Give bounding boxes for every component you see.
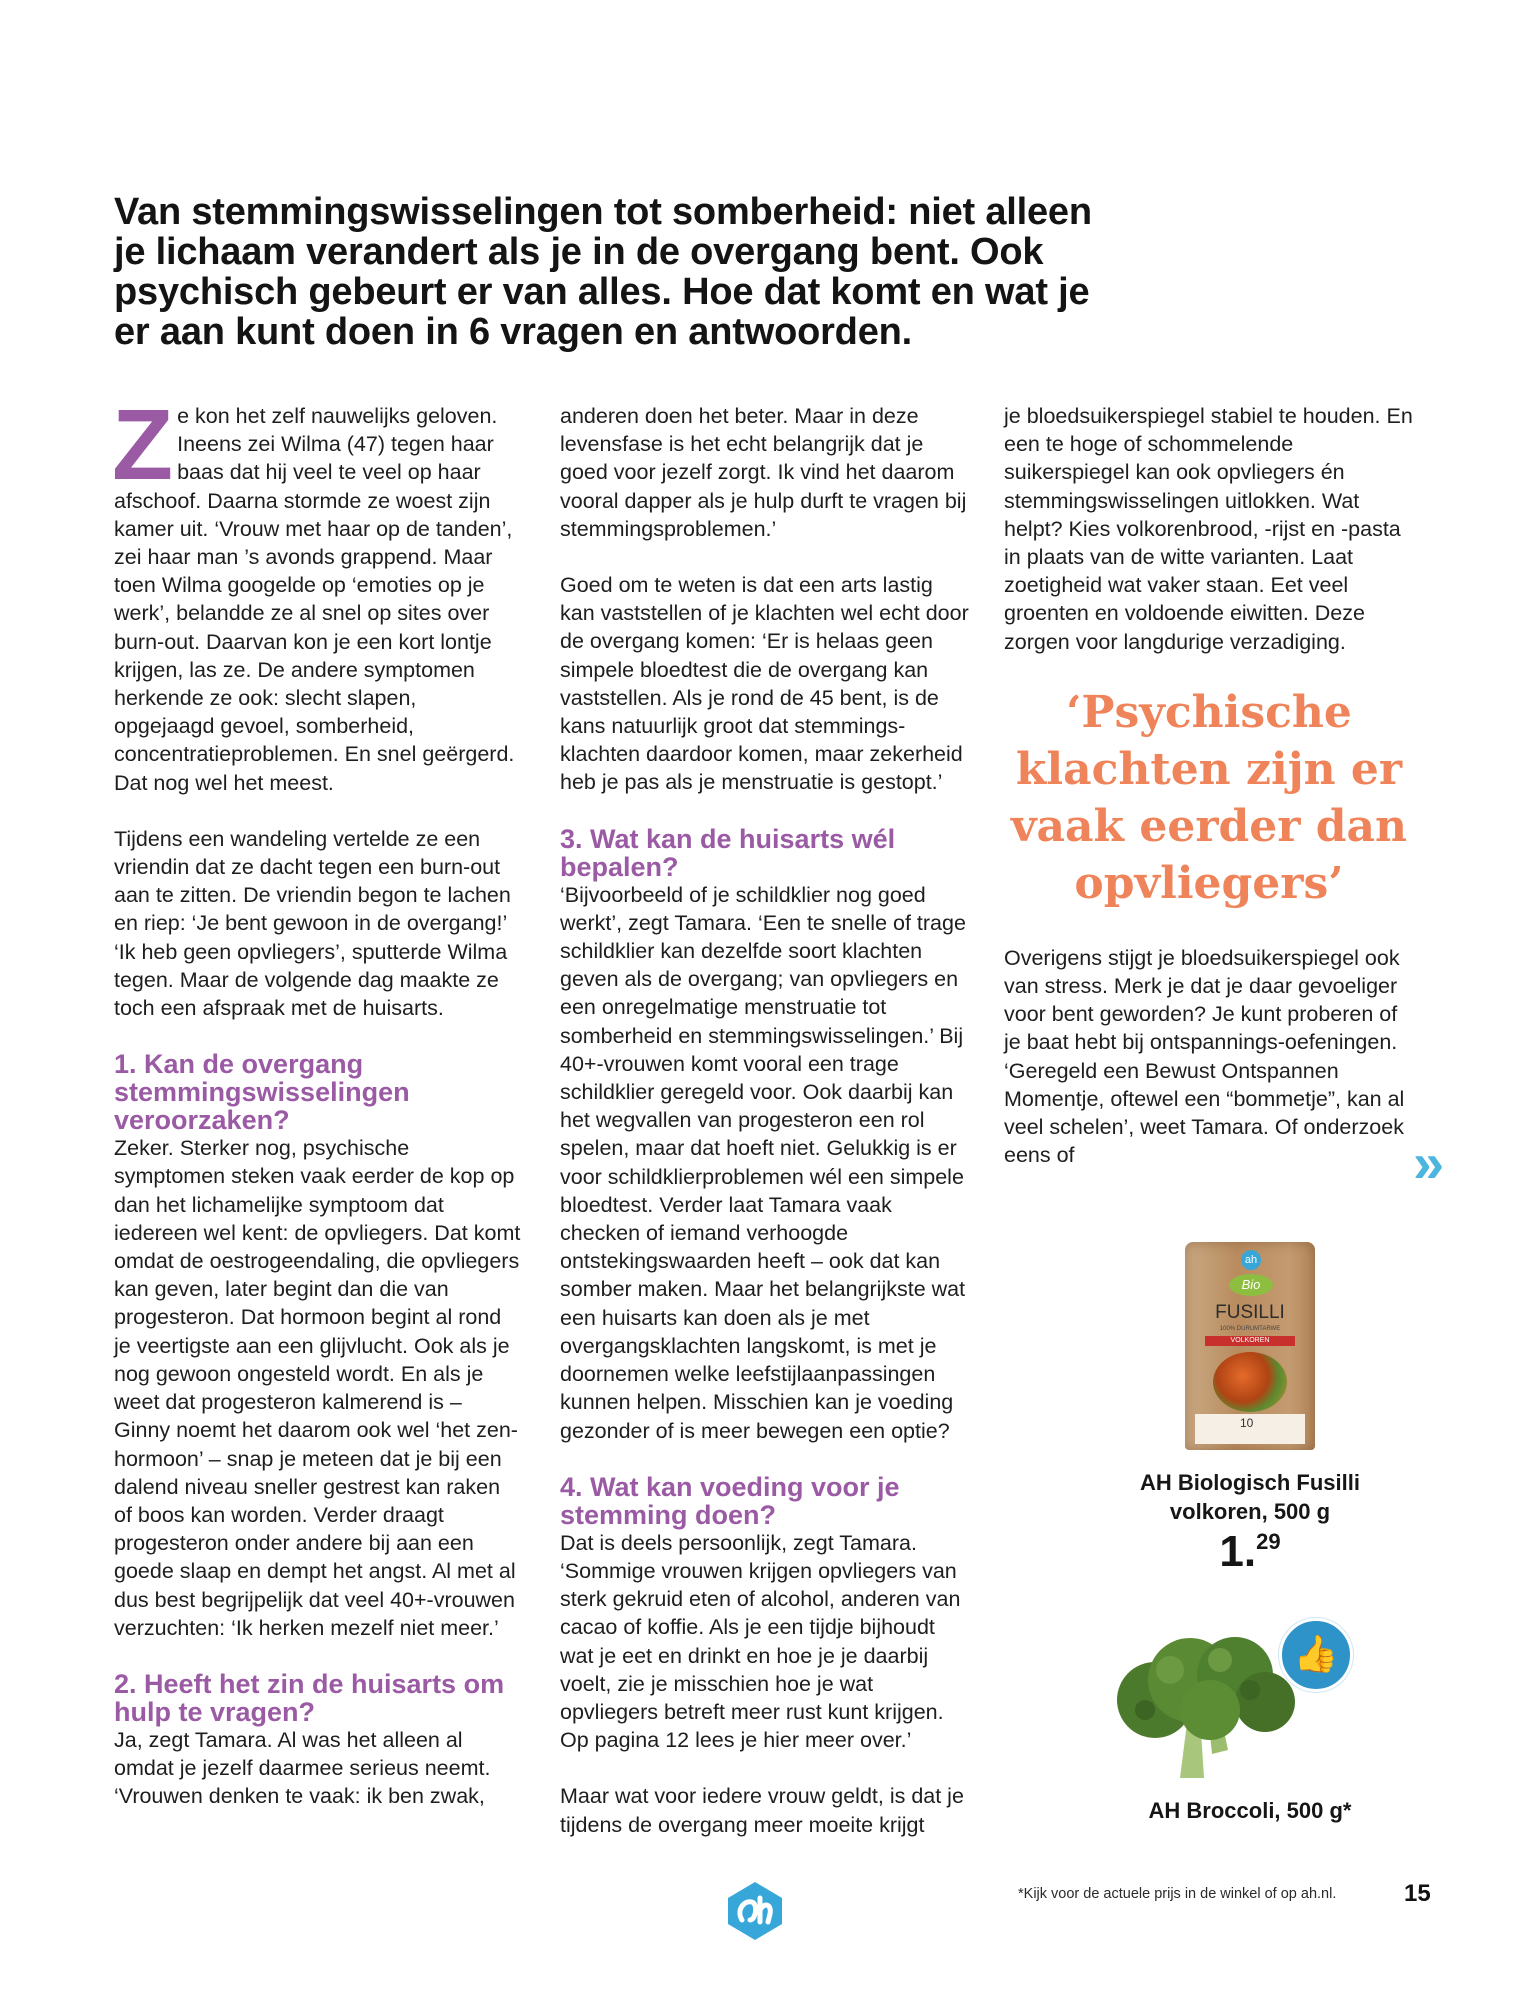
bio-label: Bio — [1229, 1274, 1273, 1296]
answer-paragraph-4: Dat is deels persoonlijk, zegt Tamara. ‘Sommige vrouwen krijgen opvliegers van sterk gekruid eten of alcohol, anderen van cacao of koffie. Als je een tijdje bijhoudt wat je eet en drinkt en hoe je je daarbij voelt, zie je misschien hoe je wat opvliegers betreft meer rust kunt krijgen. Op pagina 12 lees je hier meer over.’ — [560, 1530, 961, 1753]
drop-cap: Z — [112, 389, 174, 501]
article-paragraph: anderen doen het beter. Maar in deze levensfase is het echt belangrijk dat je goed voor jezelf zorgt. Ik vind het daarom vooral dapper als je hulp durft te vragen bij stemmingsproblemen.’ — [560, 404, 967, 541]
product-fusilli — [1100, 1242, 1400, 1574]
pack-title: FUSILLI — [1215, 1302, 1285, 1323]
ah-logo-icon — [724, 1880, 786, 1942]
product-price — [1100, 1527, 1400, 1576]
answer-paragraph-3: ‘Bijvoorbeeld of je schildklier nog goed werkt’, zegt Tamara. ‘Een te snelle of trage schildklier kan dezelfde soort klachten geven als de overgang; van opvliegers en een onregelmatige menstruatie tot somberheid en stemmingswisselingen.’ Bij 40+-vrouwen komt vooral een trage schildklier geregeld voor. Ook daarbij kan het wegvallen van progesteron een rol spelen, maar dat hoeft niet. Gelukkig is er voor schildklierproblemen wél een simpele bloedtest. Verder laat Tamara vaak checken of iemand verhoogde ontstekingswaarden heeft – ook dat kan somber maken. Maar het belangrijkste wat een huisarts kan doen als je met overgangsklachten langskomt, is met je doornemen welke leefstijlaanpassingen kunnen helpen. Misschien kan je voeding gezonder of is meer bewegen een optie? — [560, 882, 966, 1443]
article-column-3 — [1004, 402, 1414, 1169]
page-number: 15 — [1404, 1880, 1431, 1907]
article-column-1 — [112, 389, 522, 1811]
question-heading-3: 3. Wat kan de huisarts wél bepalen? — [560, 823, 896, 882]
article-column-2 — [560, 402, 970, 1839]
ah-logo-icon: ah — [1241, 1250, 1261, 1270]
pack-subtitle: 100% DURUMTARWE — [1219, 1326, 1281, 1332]
intro-heading: Van stemmingswisselingen tot somberheid: niet alleen je lichaam verandert als je in de overgang bent. Ook psychisch gebeurt er van alles. Hoe dat komt en wat je er aan kunt doen in 6 vragen en antwoorden. — [114, 191, 1092, 353]
product-name — [1100, 1468, 1400, 1526]
question-heading-2: 2. Heeft het zin de huisarts om hulp te vragen? — [114, 1668, 505, 1727]
product-name-line: AH Biologisch Fusilli — [1139, 1470, 1360, 1495]
question-heading-4: 4. Wat kan voeding voor je stemming doen? — [560, 1471, 900, 1530]
article-paragraph — [112, 389, 522, 797]
thumbs-up-icon: 👍 — [1279, 1618, 1353, 1692]
pull-quote: ‘Psychische klachten zijn er vaak eerder dan opvliegers’ — [1010, 686, 1408, 909]
product-name-line: volkoren, 500 g — [1169, 1499, 1331, 1524]
article-paragraph: Tijdens een wandeling vertelde ze een vriendin dat ze dacht tegen een burn-out aan te zitten. De vriendin begon te lachen en riep: ‘Je bent gewoon in de overgang!’ ‘Ik heb geen opvliegers’, sputterde Wilma tegen. Maar de volgende dag maakte ze toch een afspraak met de huisarts. — [114, 826, 511, 1021]
article-paragraph: Goed om te weten is dat een arts lastig kan vaststellen of je klachten wel echt door de overgang komen: ‘Er is helaas geen simpele bloedtest die de overgang kan vaststellen. Als je rond de 45 bent, is de kans natuurlijk groot dat stemmings-klachten daardoor komen, maar zekerheid heb je pas als je menstruatie is gestopt.’ — [560, 573, 969, 795]
answer-paragraph-2: Ja, zegt Tamara. Al was het alleen al omdat je jezelf daarmee serieus neemt. ‘Vrouwen denken te vaak: ik ben zwak, — [114, 1727, 491, 1809]
pack-count: 10 — [1240, 1416, 1254, 1430]
answer-paragraph-1: Zeker. Sterker nog, psychische symptomen steken vaak eerder de kop op dan het lichamelijke symptoom dat iedereen wel kent: de opvliegers. Dat komt omdat de oestrogeendaling, die opvliegers kan geven, later begint dan die van progesteron. Dat hormoon begint al rond je veertigste aan een glijvlucht. Ook als je nog gewoon ongesteld wordt. En als je weet dat progesteron kalmerend is – Ginny noemt het daarom ook wel ‘het zen-hormoon’ – snap je meteen dat je bij een dalend niveau sneller gestrest kan raken of boos kan worden. Verder draagt progesteron onder andere bij aan een goede slaap en dempt het angst. Al met al dus best begrijpelijk dat veel 40+-vrouwen verzuchten: ‘Ik herken mezelf niet meer.’ — [114, 1136, 521, 1640]
article-paragraph: Overigens stijgt je bloedsuikerspiegel ook van stress. Merk je dat je daar gevoeliger voor bent geworden? Je kunt proberen of je baat hebt bij ontspannings-oefeningen. ‘Geregeld een Bewust Ontspannen Momentje, oftewel een “bommetje”, kan al veel schelen’, weet Tamara. Of onderzoek eens of — [1004, 945, 1405, 1168]
article-paragraph: Maar wat voor iedere vrouw geldt, is dat je tijdens de overgang meer moeite krijgt — [560, 1784, 964, 1837]
article-paragraph: je bloedsuikerspiegel stabiel te houden. En een te hoge of schommelende suikerspiegel kan ook opvliegers én stemmingswisselingen uitlokken. Wat helpt? Kies volkorenbrood, -rijst en -pasta in plaats van de witte varianten. Laat zoetigheid wat vaker staan. Eet veel groenten en voldoende eiwitten. Deze zorgen voor langdurige verzadiging. — [1004, 404, 1413, 654]
pack-band: VOLKOREN — [1205, 1336, 1295, 1346]
price-cents: 29 — [1256, 1529, 1281, 1554]
product-name-broccoli: AH Broccoli, 500 g* — [1148, 1798, 1352, 1823]
paragraph-text: e kon het zelf nauwelijks geloven. Ineens zei Wilma (47) tegen haar baas dat hij veel te veel op haar afschoof. Daarna stormde ze woest zijn kamer uit. ‘Vrouw met haar op de tanden’, zei haar man ’s avonds grappend. Maar toen Wilma googelde op ‘emoties op je werk’, belandde ze al snel op sites over burn-out. Daarvan kon je een kort lontje krijgen, las ze. De andere symptomen herkende ze ook: slecht slapen, opgejaagd gevoel, somberheid, concentratieproblemen. En snel geërgerd. Dat nog wel het meest. — [114, 404, 515, 795]
fusilli-package-image — [1185, 1242, 1315, 1450]
price-footnote: *Kijk voor de actuele prijs in de winkel of op ah.nl. — [1018, 1886, 1337, 1902]
price-euros: 1. — [1219, 1527, 1257, 1576]
pasta-bowl-image — [1213, 1352, 1287, 1412]
broccoli-image — [1100, 1620, 1300, 1780]
question-heading-1: 1. Kan de overgang stemmingswisselingen veroorzaken? — [114, 1049, 410, 1136]
continue-arrow-icon: » — [1413, 1131, 1445, 1194]
